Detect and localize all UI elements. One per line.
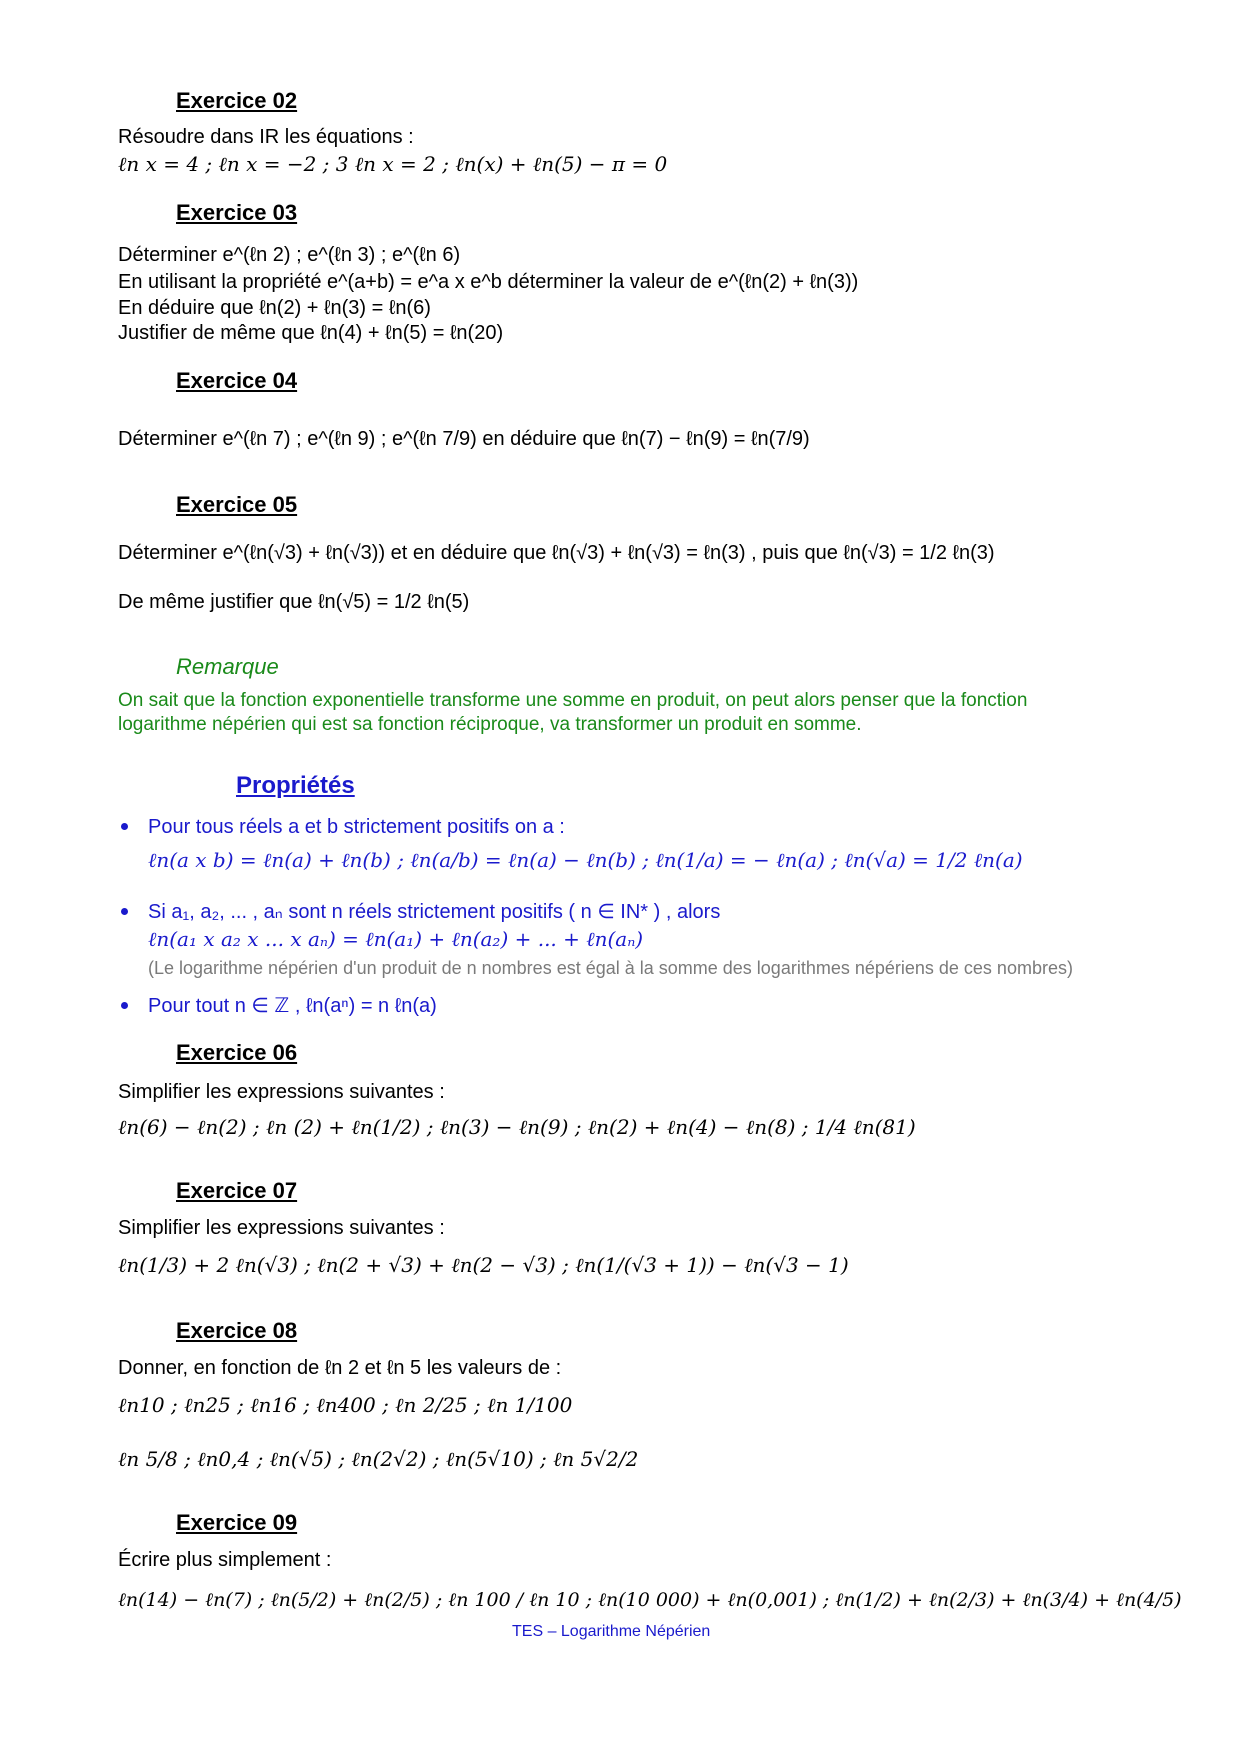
- exercise-05-title: Exercice 05: [176, 492, 298, 517]
- bullet-icon: [121, 1002, 128, 1009]
- exercise-02-title: Exercice 02: [176, 88, 298, 113]
- remark-line-2: logarithme népérien qui est sa fonction réciproque, va transformer un produit en somme.: [118, 714, 862, 735]
- ex05-line-2: De même justifier que ℓn(√5) = 1/2 ℓn(5): [118, 591, 470, 613]
- remark-title: Remarque: [176, 654, 279, 679]
- page-footer: TES – Logarithme Népérien: [512, 1623, 711, 1640]
- exercise-09-title: Exercice 09: [176, 1510, 298, 1535]
- ex07-expressions: ℓn(1/3) + 2 ℓn(√3) ; ℓn(2 + √3) + ℓn(2 − √3) ; ℓn(1/(√3 + 1)) − ℓn(√3 − 1): [118, 1253, 849, 1277]
- ex03-line-3: En déduire que ℓn(2) + ℓn(3) = ℓn(6): [118, 297, 431, 319]
- ex03-line-1: Déterminer e^(ℓn 2) ; e^(ℓn 3) ; e^(ℓn 6): [118, 244, 461, 266]
- property-1-formulas: ℓn(a x b) = ℓn(a) + ℓn(b) ; ℓn(a/b) = ℓn(a) − ℓn(b) ; ℓn(1/a) = − ℓn(a) ; ℓn(√a) = 1/2 ℓn(a): [148, 848, 1023, 872]
- bullet-icon: [121, 908, 128, 915]
- ex08-row-2: ℓn 5/8 ; ℓn0,4 ; ℓn(√5) ; ℓn(2√2) ; ℓn(5√10) ; ℓn 5√2/2: [118, 1447, 639, 1471]
- exercise-08-title: Exercice 08: [176, 1318, 298, 1343]
- property-2-text: Si a₁, a₂, ... , aₙ sont n réels strictement positifs ( n ∈ IN* ) , alors: [148, 901, 721, 923]
- exercise-06-title: Exercice 06: [176, 1040, 298, 1065]
- ex04-line-1: Déterminer e^(ℓn 7) ; e^(ℓn 9) ; e^(ℓn 7/9) en déduire que ℓn(7) − ℓn(9) = ℓn(7/9): [118, 428, 810, 450]
- properties-title: Propriétés: [236, 772, 355, 799]
- ex03-line-4: Justifier de même que ℓn(4) + ℓn(5) = ℓn(20): [118, 322, 504, 344]
- property-2-formula: ℓn(a₁ x a₂ x ... x aₙ) = ℓn(a₁) + ℓn(a₂) + ... + ℓn(aₙ): [148, 927, 644, 951]
- property-1-text: Pour tous réels a et b strictement positifs on a :: [148, 816, 565, 838]
- remark-line-1: On sait que la fonction exponentielle transforme une somme en produit, on peut alors penser que la fonction: [118, 690, 1028, 711]
- ex08-row-1: ℓn10 ; ℓn25 ; ℓn16 ; ℓn400 ; ℓn 2/25 ; ℓn 1/100: [118, 1393, 573, 1417]
- ex06-expressions: ℓn(6) − ℓn(2) ; ℓn (2) + ℓn(1/2) ; ℓn(3) − ℓn(9) ; ℓn(2) + ℓn(4) − ℓn(8) ; 1/4 ℓn(81): [118, 1115, 916, 1139]
- ex03-line-2: En utilisant la propriété e^(a+b) = e^a x e^b déterminer la valeur de e^(ℓn(2) + ℓn(3)): [118, 271, 859, 293]
- property-3-text: Pour tout n ∈ ℤ , ℓn(aⁿ) = n ℓn(a): [148, 995, 437, 1017]
- ex05-line-1: Déterminer e^(ℓn(√3) + ℓn(√3)) et en déduire que ℓn(√3) + ℓn(√3) = ℓn(3) , puis que ℓn(√3) = 1/2 ℓn(3): [118, 542, 995, 564]
- ex09-expressions: ℓn(14) − ℓn(7) ; ℓn(5/2) + ℓn(2/5) ; ℓn 100 / ℓn 10 ; ℓn(10 000) + ℓn(0,001) ; ℓn(1/2) + ℓn(2/3) + ℓn(3/4) + ℓn(4/5): [118, 1589, 1182, 1611]
- ex02-equations: ℓn x = 4 ; ℓn x = −2 ; 3 ℓn x = 2 ; ℓn(x) + ℓn(5) − π = 0: [118, 152, 668, 176]
- ex02-instruction: Résoudre dans IR les équations :: [118, 126, 414, 148]
- ex06-instruction: Simplifier les expressions suivantes :: [118, 1081, 445, 1103]
- property-2-note: (Le logarithme népérien d'un produit de n nombres est égal à la somme des logarithmes népériens de ces nombres): [148, 958, 1073, 978]
- exercise-04-title: Exercice 04: [176, 368, 298, 393]
- ex08-instruction: Donner, en fonction de ℓn 2 et ℓn 5 les valeurs de :: [118, 1357, 562, 1379]
- exercise-03-title: Exercice 03: [176, 200, 298, 225]
- ex07-instruction: Simplifier les expressions suivantes :: [118, 1217, 445, 1239]
- bullet-icon: [121, 823, 128, 830]
- exercise-07-title: Exercice 07: [176, 1178, 298, 1203]
- ex09-instruction: Écrire plus simplement :: [118, 1549, 332, 1571]
